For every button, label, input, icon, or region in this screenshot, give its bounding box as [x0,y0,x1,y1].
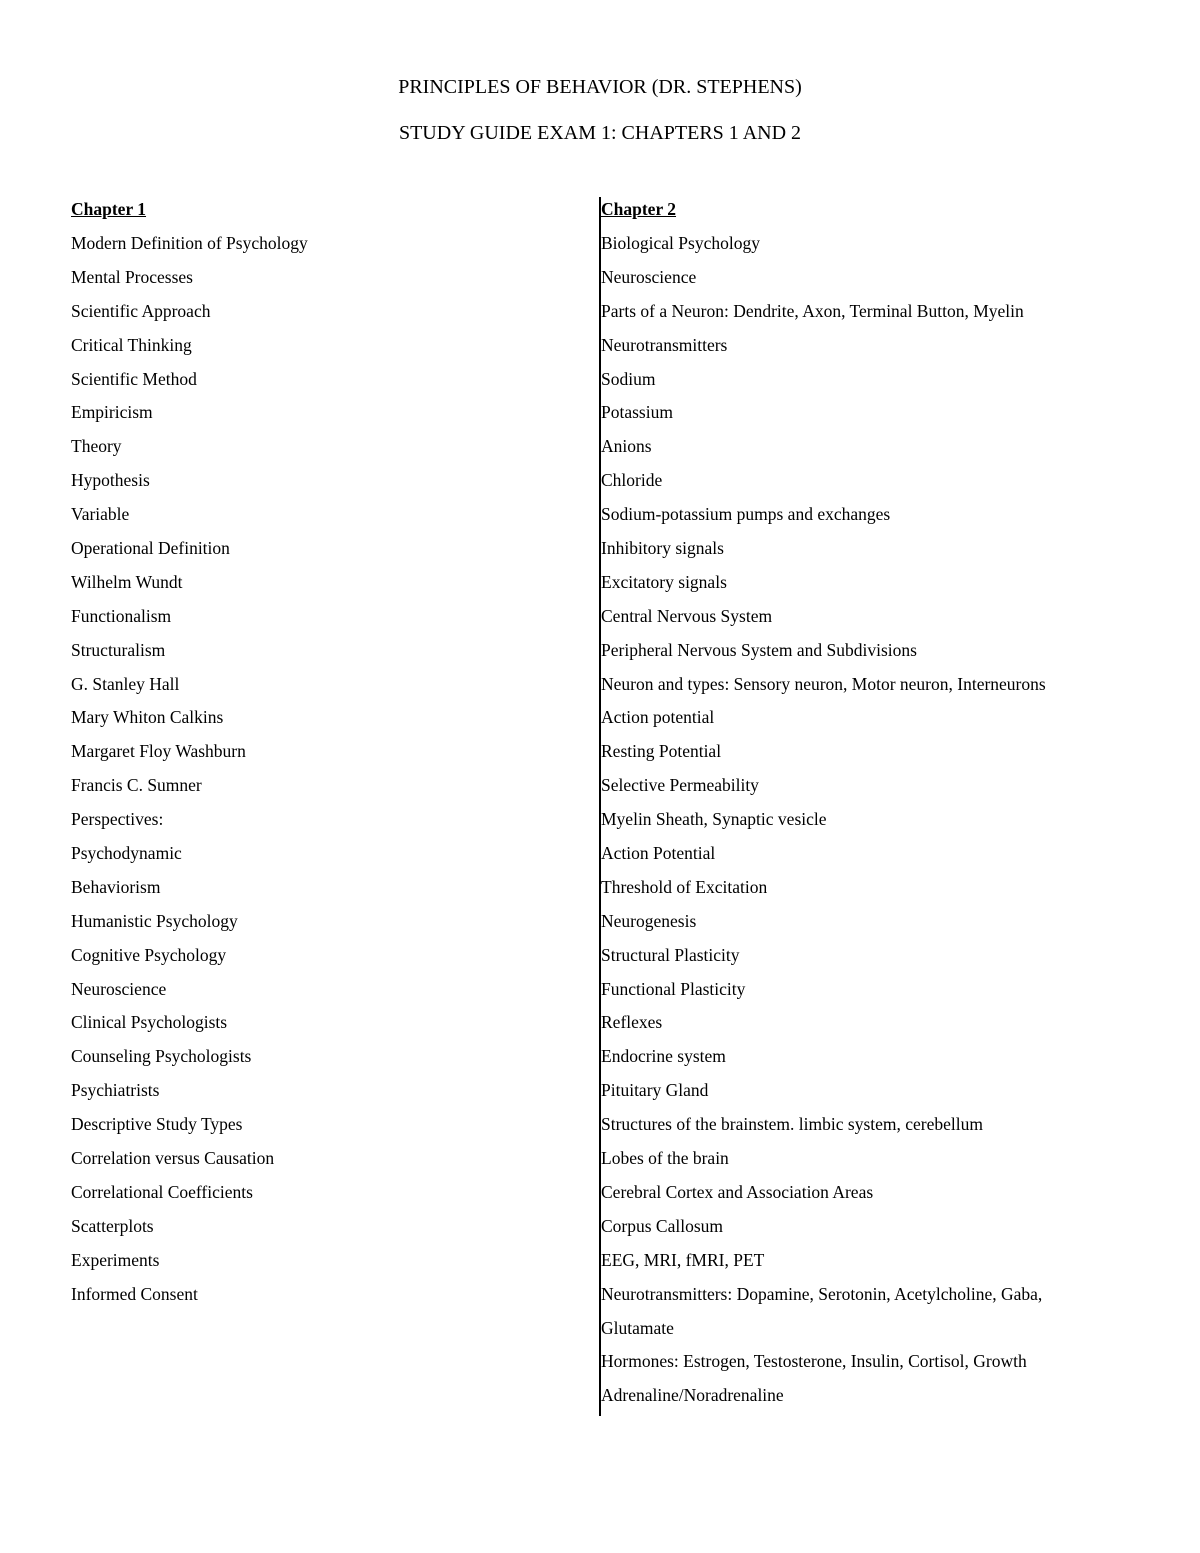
chapter-1-list [71,231,571,1316]
list-item: Scientific Approach [71,300,211,321]
list-item: Anions [601,436,652,457]
chapter-2-list [601,231,1161,1417]
list-item: Action potential [601,707,715,728]
list-item: Informed Consent [71,1283,198,1304]
list-item: Endocrine system [601,1046,726,1067]
list-item: Perspectives: [71,809,164,830]
page-title: PRINCIPLES OF BEHAVIOR (DR. STEPHENS) [398,76,802,98]
list-item: Descriptive Study Types [71,1114,243,1135]
list-item: Functionalism [71,605,172,626]
chapter-1-column [71,197,571,1316]
list-item: Peripheral Nervous System and Subdivisions [601,639,917,660]
chapter-2-column [599,197,1161,1416]
list-item: Glutamate [601,1317,674,1338]
list-item: Margaret Floy Washburn [71,741,246,762]
list-item: Modern Definition of Psychology [71,233,308,253]
list-item: Inhibitory signals [601,538,724,559]
list-item: Theory [71,436,122,457]
list-item: Threshold of Excitation [601,876,768,897]
list-item: Structural Plasticity [601,944,740,965]
list-item: Counseling Psychologists [71,1046,252,1067]
list-item: Critical Thinking [71,334,192,355]
list-item: Scientific Method [71,368,197,389]
list-item: Empiricism [71,402,153,423]
list-item: Pituitary Gland [601,1080,709,1101]
list-item: Experiments [71,1249,160,1270]
list-item: Psychiatrists [71,1080,160,1101]
list-item: Variable [71,504,130,525]
list-item: Sodium-potassium pumps and exchanges [601,504,891,525]
list-item: Sodium [601,368,656,389]
list-item: Mental Processes [71,266,193,287]
list-item: EEG, MRI, fMRI, PET [601,1249,765,1270]
list-item: Correlational Coefficients [71,1181,253,1202]
list-item: Cerebral Cortex and Association Areas [601,1181,874,1202]
list-item: Structuralism [71,639,166,660]
list-item: Neuroscience [71,978,167,999]
list-item: Resting Potential [601,741,722,762]
list-item: Biological Psychology [601,233,760,253]
list-item: Reflexes [601,1012,663,1033]
list-item: Excitatory signals [601,571,727,592]
list-item: Parts of a Neuron: Dendrite, Axon, Terminal Button, Myelin [601,300,1024,321]
list-item: Hormones: Estrogen, Testosterone, Insulin, Cortisol, Growth [601,1351,1027,1372]
list-item: Cognitive Psychology [71,944,227,965]
list-item: Francis C. Sumner [71,775,202,796]
list-item: Neuron and types: Sensory neuron, Motor neuron, Interneurons [601,673,1046,694]
list-item: Adrenaline/Noradrenaline [601,1385,784,1406]
list-item: Hypothesis [71,470,150,491]
list-item: Clinical Psychologists [71,1012,228,1033]
list-item: Chloride [601,470,663,491]
list-item: Structures of the brainstem. limbic system, cerebellum [601,1114,983,1135]
list-item: Wilhelm Wundt [71,571,183,592]
list-item: Scatterplots [71,1215,154,1236]
list-item: G. Stanley Hall [71,673,180,694]
list-item: Neurotransmitters: Dopamine, Serotonin, Acetylcholine, Gaba, [601,1283,1043,1304]
page-subtitle: STUDY GUIDE EXAM 1: CHAPTERS 1 AND 2 [398,122,802,144]
list-item: Action Potential [601,843,716,864]
list-item: Lobes of the brain [601,1148,729,1169]
list-item: Behaviorism [71,876,161,897]
list-item: Operational Definition [71,538,230,559]
list-item: Neuroscience [601,266,697,287]
chapter-1-heading: Chapter 1 [71,199,147,219]
list-item: Psychodynamic [71,843,182,864]
list-item: Functional Plasticity [601,978,746,999]
list-item: Potassium [601,402,673,423]
list-item: Corpus Callosum [601,1215,724,1236]
list-item: Humanistic Psychology [71,910,238,931]
list-item: Selective Permeability [601,775,759,796]
list-item: Neurogenesis [601,910,697,931]
list-item: Correlation versus Causation [71,1148,275,1169]
list-item: Central Nervous System [601,605,773,626]
list-item: Myelin Sheath, Synaptic vesicle [601,809,827,830]
list-item: Neurotransmitters [601,334,728,355]
chapter-2-heading: Chapter 2 [601,199,677,219]
list-item: Mary Whiton Calkins [71,707,224,728]
